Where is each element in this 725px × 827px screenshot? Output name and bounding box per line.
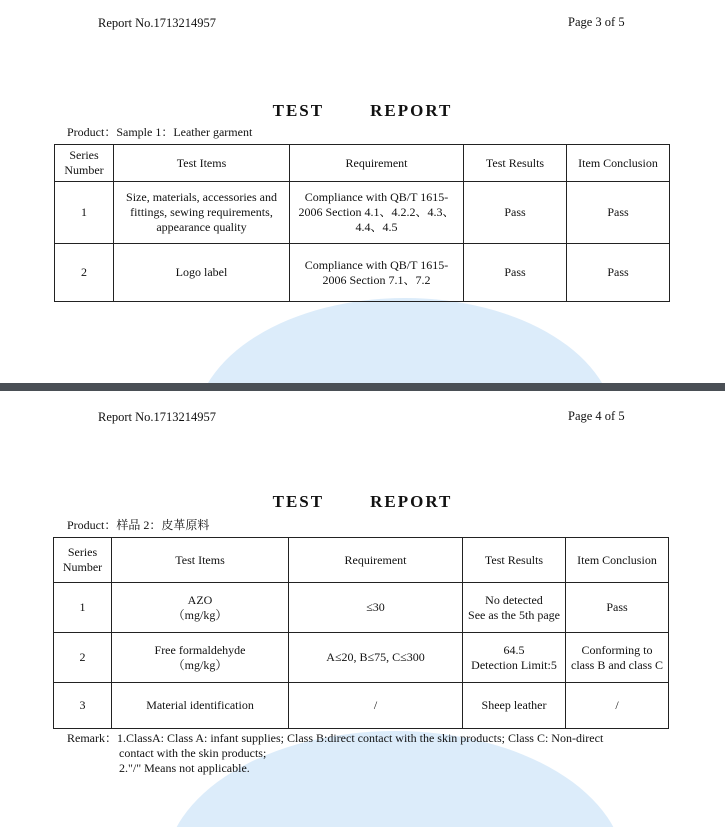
cell-series-number: 1 xyxy=(55,182,114,244)
table-row xyxy=(54,683,669,729)
cell-result: No detected See as the 5th page xyxy=(463,583,566,633)
header-test-results: Test Results xyxy=(464,145,567,182)
cell-requirement: ≤30 xyxy=(289,583,463,633)
cell-test-item: Size, materials, accessories and fittings, sewing requirements, appearance quality xyxy=(114,182,290,244)
table-header-row xyxy=(55,145,670,182)
cell-conclusion: Pass xyxy=(567,182,670,244)
report-page-3 xyxy=(0,0,725,383)
header-requirement: Requirement xyxy=(290,145,464,182)
page-number: Page 3 of 5 xyxy=(568,15,625,29)
results-table xyxy=(53,537,669,729)
cell-series-number: 3 xyxy=(54,683,112,729)
cell-requirement: / xyxy=(289,683,463,729)
results-table xyxy=(54,144,670,302)
header-requirement: Requirement xyxy=(289,538,463,583)
cell-requirement: A≤20, B≤75, C≤300 xyxy=(289,633,463,683)
cell-conclusion: / xyxy=(566,683,669,729)
cell-requirement: Compliance with QB/T 1615-2006 Section 4.1、4.2.2、4.3、4.4、4.5 xyxy=(290,182,464,244)
remark-line: 2."/" Means not applicable. xyxy=(119,761,250,775)
header-item-conclusion: Item Conclusion xyxy=(566,538,669,583)
table-row xyxy=(54,633,669,683)
page-title xyxy=(0,101,725,121)
header-test-items: Test Items xyxy=(112,538,289,583)
cell-test-item: Material identification xyxy=(112,683,289,729)
title-report: REPORT xyxy=(370,492,453,511)
cell-series-number: 1 xyxy=(54,583,112,633)
table-row xyxy=(54,583,669,633)
cell-conclusion: Pass xyxy=(567,244,670,302)
table-row xyxy=(55,244,670,302)
cell-result: Pass xyxy=(464,244,567,302)
cell-conclusion: Pass xyxy=(566,583,669,633)
remark-line: contact with the skin products; xyxy=(119,746,267,760)
cell-result: Sheep leather xyxy=(463,683,566,729)
header-test-items: Test Items xyxy=(114,145,290,182)
title-report: REPORT xyxy=(370,101,453,120)
page-title xyxy=(0,492,725,512)
header-series-number: Series Number xyxy=(54,538,112,583)
remark-line: Remark：1.ClassA: Class A: infant supplies; Class B:direct contact with the skin products; Class C: Non-direct xyxy=(67,731,604,745)
cell-series-number: 2 xyxy=(55,244,114,302)
table-row xyxy=(55,182,670,244)
product-label: Product：Sample 1：Leather garment xyxy=(67,125,253,139)
cell-test-item: AZO （mg/kg） xyxy=(112,583,289,633)
title-test: TEST xyxy=(272,492,325,511)
cell-test-item: Free formaldehyde （mg/kg） xyxy=(112,633,289,683)
cell-series-number: 2 xyxy=(54,633,112,683)
remark-note xyxy=(67,731,603,776)
cell-result: Pass xyxy=(464,182,567,244)
product-label: Product：样品 2：皮革原料 xyxy=(67,518,210,532)
header-series-number: Series Number xyxy=(55,145,114,182)
header-item-conclusion: Item Conclusion xyxy=(567,145,670,182)
watermark-logo xyxy=(195,298,615,383)
report-number: Report No.1713214957 xyxy=(98,16,217,30)
header-test-results: Test Results xyxy=(463,538,566,583)
report-number: Report No.1713214957 xyxy=(98,410,217,424)
report-page-4 xyxy=(0,391,725,827)
cell-result: 64.5 Detection Limit:5 xyxy=(463,633,566,683)
page-divider xyxy=(0,383,725,391)
title-test: TEST xyxy=(272,101,325,120)
cell-requirement: Compliance with QB/T 1615-2006 Section 7.1、7.2 xyxy=(290,244,464,302)
cell-test-item: Logo label xyxy=(114,244,290,302)
table-header-row xyxy=(54,538,669,583)
cell-conclusion: Conforming to class B and class C xyxy=(566,633,669,683)
page-number: Page 4 of 5 xyxy=(568,409,625,423)
